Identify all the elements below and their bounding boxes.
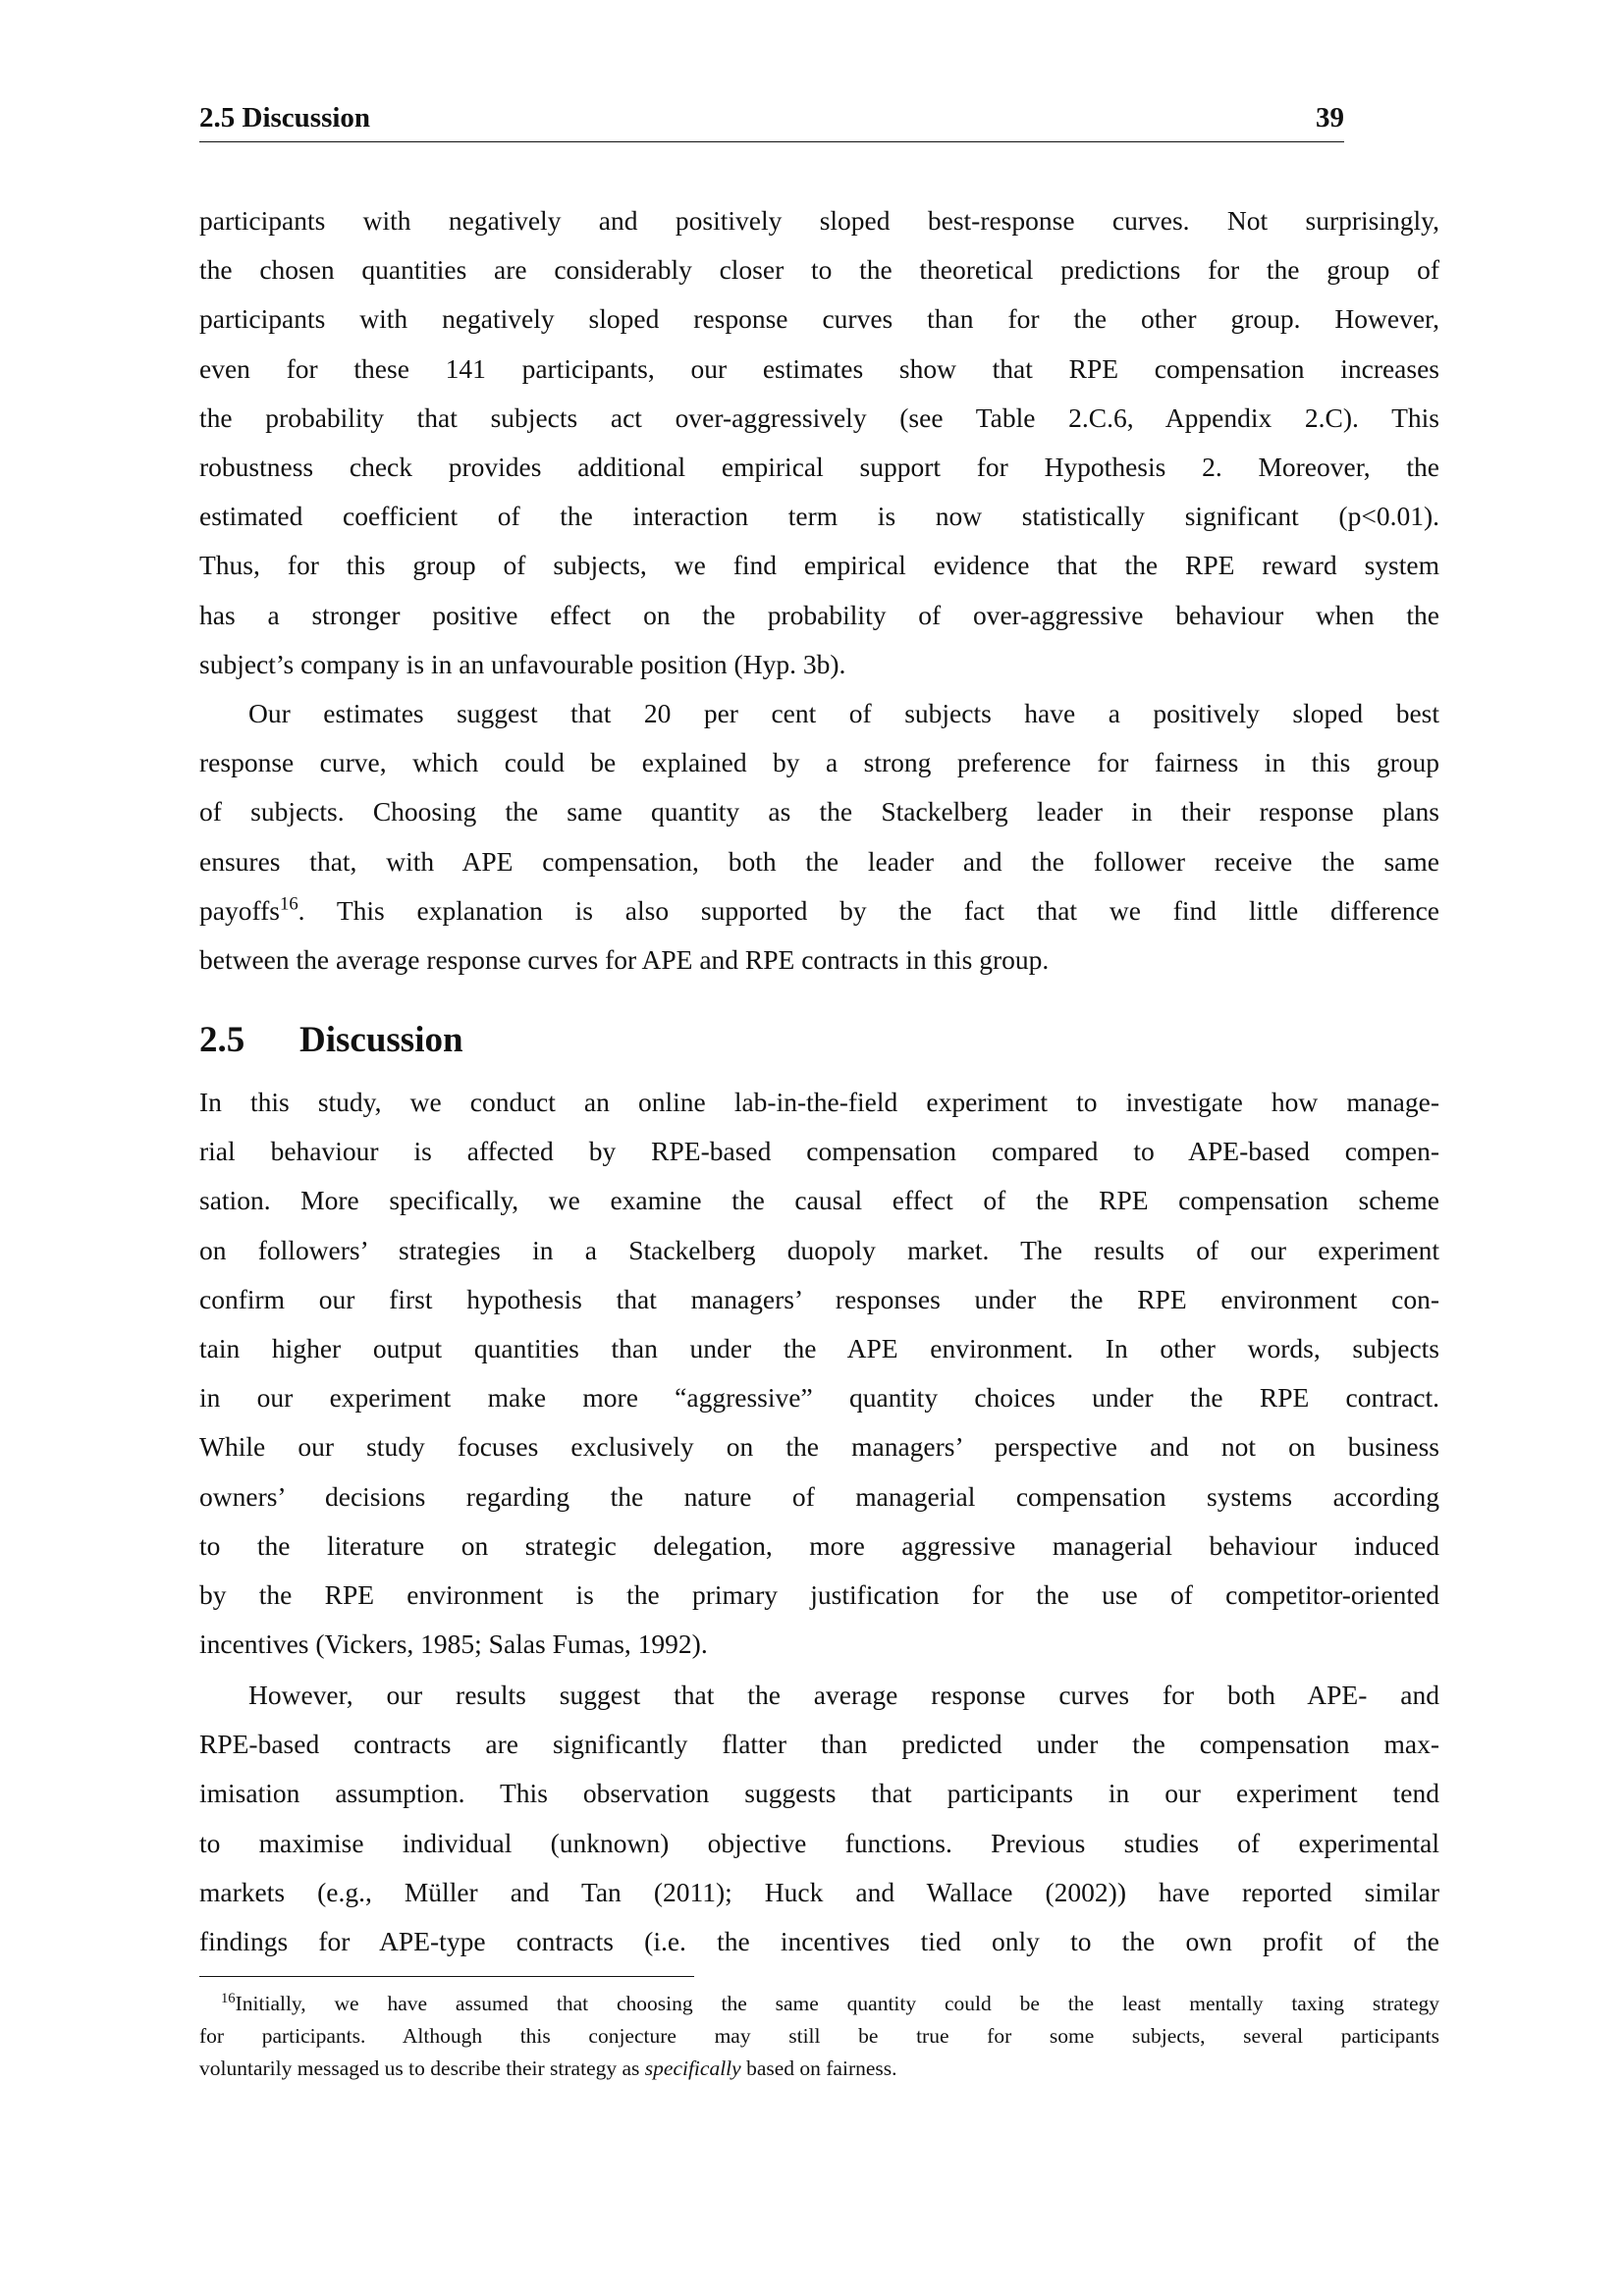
paragraph-study-summary	[199, 1078, 1439, 1669]
running-header-section: 2.5 Discussion	[199, 102, 371, 133]
text-line: However, our results suggest that the average response curves for both APE- and	[248, 1680, 1439, 1710]
text-line: has a stronger positive effect on the probability of over-aggressive behaviour when the	[199, 599, 1439, 630]
text-line: of subjects. Choosing the same quantity as the Stackelberg leader in their response plans	[199, 796, 1439, 828]
text-line: by the RPE environment is the primary justification for the use of competitor-oriented	[199, 1578, 1439, 1610]
text-line: the chosen quantities are considerably closer to the theoretical predictions for the group of	[199, 254, 1439, 286]
text-line: response curve, which could be explained by a strong preference for fairness in this group	[199, 747, 1439, 778]
text-line: ensures that, with APE compensation, both the leader and the follower receive the same	[199, 845, 1439, 877]
section-number: 2.5	[199, 1020, 245, 1060]
footnote-text: voluntarily messaged us to describe their strategy as	[199, 2056, 645, 2080]
text-line: While our study focuses exclusively on the managers’ perspective and not on business	[199, 1431, 1439, 1463]
paragraph-robustness	[199, 196, 1439, 689]
text-line: imisation assumption. This observation suggests that participants in our experiment tend	[199, 1778, 1439, 1809]
footnote-mark: 16	[221, 1990, 236, 2006]
text-line: incentives (Vickers, 1985; Salas Fumas, 1992).	[199, 1629, 708, 1660]
footnote-ref[interactable]: 16	[279, 893, 298, 915]
footnote-emphasis: specifically	[644, 2056, 741, 2080]
text-line: markets (e.g., Müller and Tan (2011); Huck and Wallace (2002)) have reported similar	[199, 1876, 1439, 1907]
text-line: on followers’ strategies in a Stackelberg duopoly market. The results of our experiment	[199, 1234, 1439, 1265]
paragraph-flatter-curves	[199, 1671, 1439, 1966]
text: . This explanation is also supported by the fact that we find little difference	[298, 894, 1439, 926]
text-line: tain higher output quantities than under the APE environment. In other words, subjects	[199, 1332, 1439, 1363]
text-line: in our experiment make more “aggressive” quantity choices under the RPE contract.	[199, 1382, 1439, 1414]
text-line: In this study, we conduct an online lab-in-the-field experiment to investigate how manage-	[199, 1087, 1439, 1117]
text-line: confirm our first hypothesis that managers’ responses under the RPE environment con-	[199, 1283, 1439, 1314]
text-line: rial behaviour is affected by RPE-based compensation compared to APE-based compen-	[199, 1136, 1439, 1167]
text-line: RPE-based contracts are significantly flatter than predicted under the compensation max-	[199, 1729, 1439, 1760]
section-heading	[199, 1019, 463, 1062]
text-line: to the literature on strategic delegation, more aggressive managerial behaviour induced	[199, 1529, 1439, 1561]
text-line: between the average response curves for APE and RPE contracts in this group.	[199, 943, 1050, 975]
text-line: sation. More specifically, we examine the causal effect of the RPE compensation scheme	[199, 1185, 1439, 1216]
running-header	[199, 98, 1344, 137]
text-line: Thus, for this group of subjects, we find empirical evidence that the RPE reward system	[199, 550, 1439, 581]
footnote-rule	[199, 1976, 694, 1977]
footnote-line	[199, 1988, 1439, 2020]
footnote-line: for participants. Although this conjecture may still be true for some subjects, several participants	[199, 2024, 1439, 2048]
text-line: Our estimates suggest that 20 per cent of subjects have a positively sloped best	[248, 698, 1439, 728]
text-line: robustness check provides additional empirical support for Hypothesis 2. Moreover, the	[199, 451, 1439, 482]
text-line: subject’s company is in an unfavourable position (Hyp. 3b).	[199, 648, 846, 679]
text-line: even for these 141 participants, our estimates show that RPE compensation increases	[199, 352, 1439, 384]
page-number: 39	[1316, 102, 1344, 133]
footnote-text: Initially, we have assumed that choosing the same quantity could be the least mentally taxing strategy	[235, 1992, 1439, 2015]
text-line: participants with negatively sloped response curves than for the other group. However,	[199, 303, 1439, 335]
text-line: estimated coefficient of the interaction term is now statistically significant (p<0.01).	[199, 501, 1439, 532]
text-line	[199, 886, 1439, 935]
header-rule	[199, 141, 1344, 142]
text-line: the probability that subjects act over-aggressively (see Table 2.C.6, Appendix 2.C). This	[199, 401, 1439, 433]
footnote	[199, 1988, 1439, 2085]
text-line: participants with negatively and positively sloped best-response curves. Not surprisingly,	[199, 205, 1439, 236]
section-title: Discussion	[299, 1020, 463, 1060]
paragraph-fairness	[199, 689, 1439, 985]
footnote-line	[199, 2053, 1439, 2085]
text-line: findings for APE-type contracts (i.e. the incentives tied only to the own profit of the	[199, 1925, 1439, 1956]
text-line: to maximise individual (unknown) objective functions. Previous studies of experimental	[199, 1827, 1439, 1858]
text-line: owners’ decisions regarding the nature of managerial compensation systems according	[199, 1480, 1439, 1512]
footnote-text: based on fairness.	[740, 2056, 897, 2080]
text: payoffs	[199, 894, 280, 926]
